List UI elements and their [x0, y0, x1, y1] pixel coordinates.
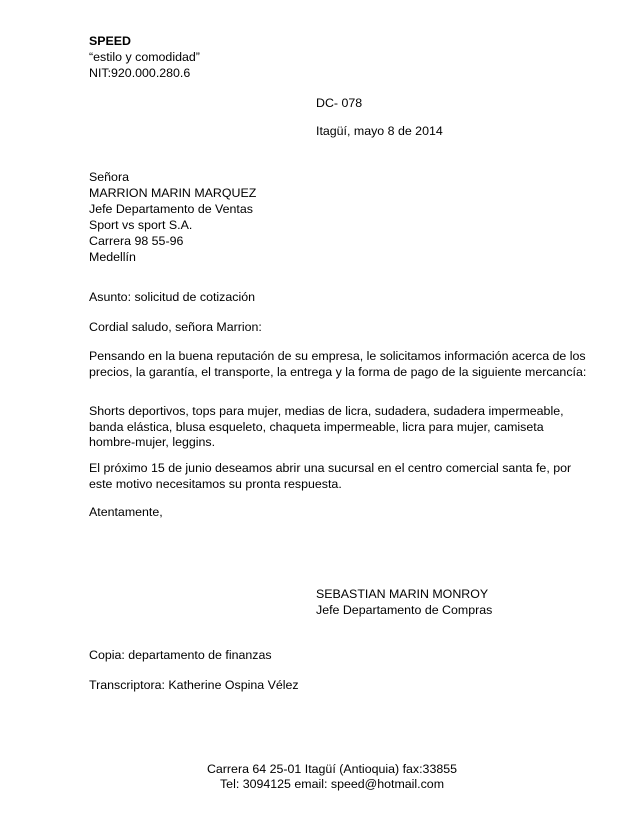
company-slogan: “estilo y comodidad”: [89, 50, 200, 64]
signature-name: SEBASTIAN MARIN MONROY: [316, 587, 489, 601]
closing: Atentamente,: [89, 505, 163, 519]
footer-contact: Tel: 3094125 email: speed@hotmail.com: [219, 777, 445, 791]
recipient-city: Medellín: [89, 250, 136, 264]
signature-position: Jefe Departamento de Compras: [316, 603, 493, 617]
footer-address: Carrera 64 25-01 Itagüí (Antioquia) fax:33855: [206, 762, 458, 776]
recipient-company: Sport vs sport S.A.: [89, 218, 193, 232]
body-paragraph-1: Pensando en la buena reputación de su empresa, le solicitamos información acerca de los precios, la garantía, el transporte, la entrega y la forma de pago de la siguiente mercancía:: [89, 349, 587, 379]
company-name: SPEED: [89, 34, 132, 48]
body-paragraph-2: Shorts deportivos, tops para mujer, medias de licra, sudadera, sudadera impermeable, banda elástica, blusa esqueleto, chaqueta impermeable, licra para mujer, camiseta hombre-mujer, leggins.: [89, 404, 564, 449]
copy-line: Copia: departamento de finanzas: [89, 648, 272, 662]
greeting: Cordial saludo, señora Marrion:: [89, 320, 262, 334]
recipient-address: Carrera 98 55-96: [89, 234, 184, 248]
transcriber-line: Transcriptora: Katherine Ospina Vélez: [89, 678, 299, 692]
place-date: Itagüí, mayo 8 de 2014: [316, 124, 443, 138]
company-nit: NIT:920.000.280.6: [89, 66, 191, 80]
recipient-position: Jefe Departamento de Ventas: [89, 202, 253, 216]
body-paragraph-3: El próximo 15 de junio deseamos abrir una sucursal en el centro comercial santa fe, por este motivo necesitamos su pronta respuesta.: [89, 461, 572, 491]
recipient-title: Señora: [89, 170, 129, 184]
document-code: DC- 078: [316, 96, 363, 110]
recipient-name: MARRION MARIN MARQUEZ: [89, 186, 257, 200]
subject-line: Asunto: solicitud de cotización: [89, 290, 255, 304]
